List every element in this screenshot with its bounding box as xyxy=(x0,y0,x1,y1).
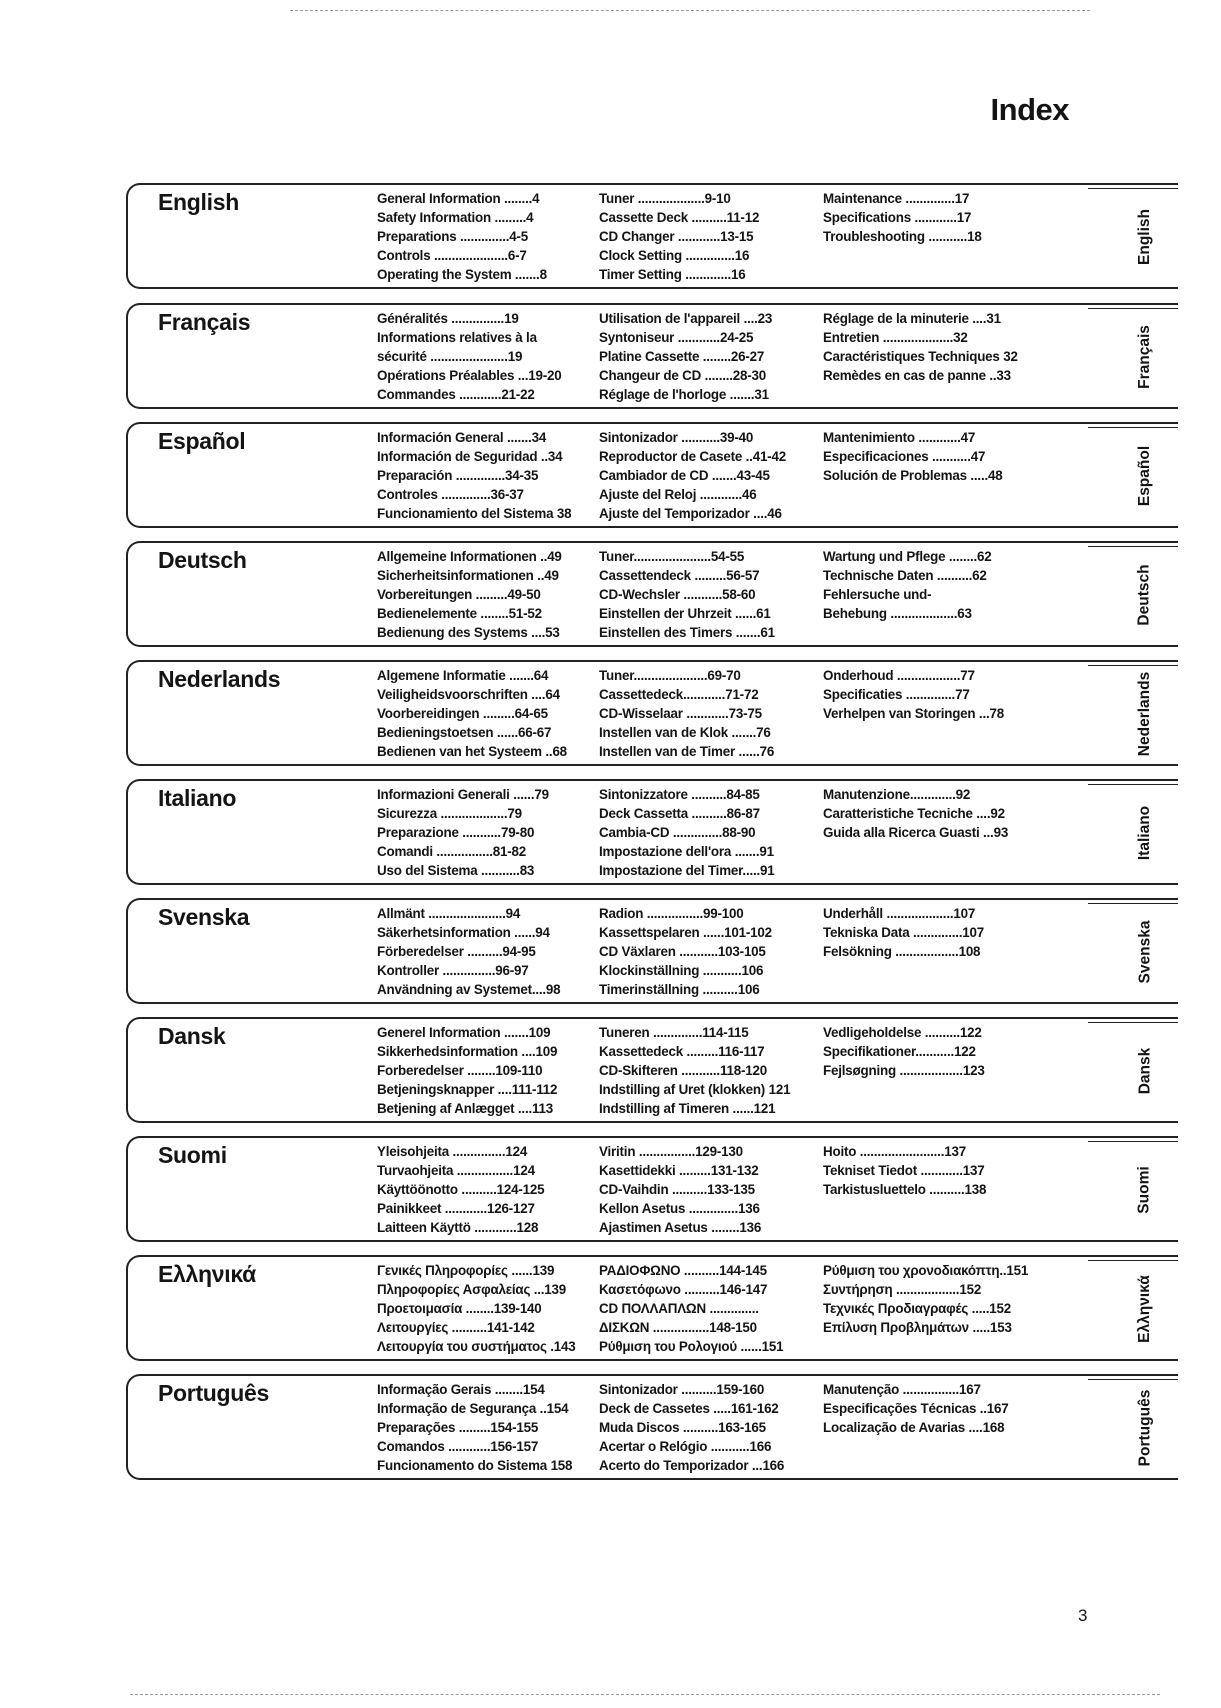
index-entry: Επίλυση Προβλημάτων .....153 xyxy=(823,1320,1012,1335)
index-entry: Manutenzione.............92 xyxy=(823,787,971,802)
entries-column-1 xyxy=(377,428,593,523)
index-entry: Forberedelser ........109-110 xyxy=(377,1063,543,1078)
section-language-heading: Deutsch xyxy=(158,547,247,573)
index-entry: Hoito ........................137 xyxy=(823,1144,966,1159)
index-entry: Τεχνικές Προδιαγραφές .....152 xyxy=(823,1301,1012,1316)
index-entry: Cambia-CD ..............88-90 xyxy=(599,825,756,840)
index-section-espanol xyxy=(126,422,1178,528)
index-entry: Timerinställning ..........106 xyxy=(599,982,760,997)
entries-column-3 xyxy=(823,1380,1043,1437)
index-entry: Timer Setting .............16 xyxy=(599,267,746,282)
index-entry: Réglage de la minuterie ....31 xyxy=(823,311,1001,326)
section-language-heading: Italiano xyxy=(158,785,237,811)
index-entry: CD-Wisselaar ............73-75 xyxy=(599,706,762,721)
index-entry: Troubleshooting ...........18 xyxy=(823,229,982,244)
index-entry: Funcionamento do Sistema 158 xyxy=(377,1458,573,1473)
index-entry: Controls .....................6-7 xyxy=(377,248,527,263)
index-section-francais xyxy=(126,303,1178,409)
index-entry: Cassette Deck ..........11-12 xyxy=(599,210,760,225)
index-entry: Verhelpen van Storingen ...78 xyxy=(823,706,1004,721)
entries-column-2 xyxy=(599,904,815,999)
index-entry: CD Changer ............13-15 xyxy=(599,229,754,244)
index-entry: Bedienen van het Systeem ..68 xyxy=(377,744,567,759)
side-tab-label: Deutsch xyxy=(1136,564,1153,626)
index-section-italiano xyxy=(126,779,1178,885)
entries-column-2 xyxy=(599,1380,815,1475)
section-language-heading: Svenska xyxy=(158,904,250,930)
section-language-heading: Suomi xyxy=(158,1142,227,1168)
entries-column-2 xyxy=(599,1023,815,1118)
index-entry: Généralités ...............19 xyxy=(377,311,519,326)
entries-column-1 xyxy=(377,1380,593,1475)
page-title: Index xyxy=(990,92,1069,127)
index-entry: Remèdes en cas de panne ..33 xyxy=(823,368,1011,383)
index-entry: General Information ........4 xyxy=(377,191,540,206)
index-entry: Acerto do Temporizador ...166 xyxy=(599,1458,785,1473)
index-entry: sécurité ......................19 xyxy=(377,349,523,364)
index-entry: Ρύθμιση του χρονοδιακόπτη..151 xyxy=(823,1263,1029,1278)
index-entry: Käyttöönotto ..........124-125 xyxy=(377,1182,545,1197)
index-entry: Voorbereidingen .........64-65 xyxy=(377,706,548,721)
index-entry: Bedienung des Systems ....53 xyxy=(377,625,560,640)
index-entry: Muda Discos ..........163-165 xyxy=(599,1420,766,1435)
index-entry: Sicherheitsinformationen ..49 xyxy=(377,568,559,583)
index-entry: Veiligheidsvoorschriften ....64 xyxy=(377,687,560,702)
index-entry: Clock Setting ..............16 xyxy=(599,248,750,263)
index-entry: Especificações Técnicas ..167 xyxy=(823,1401,1009,1416)
index-entry: CD-Wechsler ...........58-60 xyxy=(599,587,756,602)
index-entry: Informations relatives à la xyxy=(377,330,537,345)
index-entry: Commandes ............21-22 xyxy=(377,387,535,402)
index-entry: Preparación ..............34-35 xyxy=(377,468,539,483)
side-tab-label: Nederlands xyxy=(1136,671,1154,757)
index-entry: Tekniska Data ..............107 xyxy=(823,925,985,940)
index-entry: CD-Vaihdin ..........133-135 xyxy=(599,1182,755,1197)
index-entry: Wartung und Pflege ........62 xyxy=(823,549,992,564)
entries-column-3 xyxy=(823,666,1043,723)
index-entry: Radion ................99-100 xyxy=(599,906,744,921)
index-entry: Kellon Asetus ..............136 xyxy=(599,1201,760,1216)
side-tab-label: Dansk xyxy=(1136,1047,1153,1095)
index-entry: Syntoniseur ............24-25 xyxy=(599,330,754,345)
side-tab-label: Suomi xyxy=(1136,1166,1153,1214)
side-tab-label: Português xyxy=(1136,1389,1153,1467)
index-entry: Λειτουργίες ..........141-142 xyxy=(377,1320,535,1335)
entries-column-3 xyxy=(823,189,1043,246)
index-entry: Allmänt ......................94 xyxy=(377,906,521,921)
index-entry: Tuneren ..............114-115 xyxy=(599,1025,749,1040)
index-entry: CD-Skifteren ...........118-120 xyxy=(599,1063,767,1078)
index-entry: Tuner ...................9-10 xyxy=(599,191,731,206)
index-entry: Kasettidekki .........131-132 xyxy=(599,1163,759,1178)
scan-edge-top xyxy=(290,10,1090,11)
index-entry: CD ΠΟΛΛΑΠΛΩΝ .............. xyxy=(599,1301,759,1316)
index-section-english xyxy=(126,183,1178,289)
index-entry: Cassettendeck .........56-57 xyxy=(599,568,760,583)
section-language-heading: Português xyxy=(158,1380,270,1406)
index-entry: Mantenimiento ............47 xyxy=(823,430,976,445)
index-section-svenska xyxy=(126,898,1178,1004)
index-entry: Preparações .........154-155 xyxy=(377,1420,539,1435)
index-entry: Behebung ...................63 xyxy=(823,606,972,621)
entries-column-1 xyxy=(377,1023,593,1118)
index-entry: Funcionamiento del Sistema 38 xyxy=(377,506,572,521)
index-entry: Kassettedeck .........116-117 xyxy=(599,1044,765,1059)
index-entry: Προετοιμασία ........139-140 xyxy=(377,1301,542,1316)
index-entry: Specifications ............17 xyxy=(823,210,972,225)
index-section-nederlands xyxy=(126,660,1178,766)
section-language-heading: Français xyxy=(158,309,251,335)
entries-column-2 xyxy=(599,666,815,761)
entries-column-2 xyxy=(599,309,815,404)
entries-column-3 xyxy=(823,1142,1043,1199)
index-entry: Informazioni Generali ......79 xyxy=(377,787,549,802)
index-entry: Especificaciones ...........47 xyxy=(823,449,986,464)
index-entry: Technische Daten ..........62 xyxy=(823,568,987,583)
index-entry: Tuner.....................69-70 xyxy=(599,668,741,683)
index-entry: Información de Seguridad ..34 xyxy=(377,449,563,464)
entries-column-2 xyxy=(599,428,815,523)
index-entry: Indstilling af Timeren ......121 xyxy=(599,1101,776,1116)
index-entry: Informação Gerais ........154 xyxy=(377,1382,545,1397)
index-entry: Yleisohjeita ...............124 xyxy=(377,1144,528,1159)
index-entry: Πληροφορίες Ασφαλείας ...139 xyxy=(377,1282,567,1297)
index-entry: Sikkerhedsinformation ....109 xyxy=(377,1044,558,1059)
side-tab-label: Ελληνικά xyxy=(1136,1275,1154,1343)
entries-column-1 xyxy=(377,189,593,284)
section-language-heading: Ελληνικά xyxy=(158,1261,256,1287)
index-entry: Ajastimen Asetus ........136 xyxy=(599,1220,762,1235)
section-language-heading: English xyxy=(158,189,239,215)
index-entry: Generel Information .......109 xyxy=(377,1025,551,1040)
scan-edge-bottom xyxy=(130,1694,1160,1695)
index-entry: Safety Information .........4 xyxy=(377,210,534,225)
index-entry: Entretien ....................32 xyxy=(823,330,968,345)
index-entry: Γενικές Πληροφορίες ......139 xyxy=(377,1263,555,1278)
index-entry: Förberedelser ..........94-95 xyxy=(377,944,536,959)
index-entry: Solución de Problemas .....48 xyxy=(823,468,1003,483)
index-entry: Platine Cassette ........26-27 xyxy=(599,349,765,364)
index-entry: Reproductor de Casete ..41-42 xyxy=(599,449,786,464)
index-entry: Betjeningsknapper ....111-112 xyxy=(377,1082,558,1097)
index-entry: Réglage de l'horloge .......31 xyxy=(599,387,769,402)
side-tab-label: Svenska xyxy=(1136,920,1154,984)
entries-column-1 xyxy=(377,666,593,761)
entries-column-2 xyxy=(599,1261,815,1356)
entries-column-3 xyxy=(823,1261,1043,1337)
index-entry: Onderhoud ..................77 xyxy=(823,668,975,683)
index-entry: Comandos ............156-157 xyxy=(377,1439,539,1454)
entries-column-2 xyxy=(599,189,815,284)
index-entry: Specifikationer...........122 xyxy=(823,1044,976,1059)
index-entry: Instellen van de Klok .......76 xyxy=(599,725,771,740)
index-entry: Användning av Systemet....98 xyxy=(377,982,561,997)
index-entry: Painikkeet ............126-127 xyxy=(377,1201,535,1216)
section-language-heading: Nederlands xyxy=(158,666,281,692)
index-entry: Acertar o Relógio ...........166 xyxy=(599,1439,772,1454)
index-entry: Underhåll ...................107 xyxy=(823,906,976,921)
index-entry: Bedieningstoetsen ......66-67 xyxy=(377,725,552,740)
index-section-deutsch xyxy=(126,541,1178,647)
index-entry: Preparazione ...........79-80 xyxy=(377,825,535,840)
section-language-heading: Español xyxy=(158,428,246,454)
index-entry: Bedienelemente ........51-52 xyxy=(377,606,542,621)
index-entry: Vorbereitungen .........49-50 xyxy=(377,587,541,602)
index-entry: Λειτουργία του συστήματος .143 xyxy=(377,1339,576,1354)
entries-column-3 xyxy=(823,309,1043,385)
index-entry: Uso del Sistema ...........83 xyxy=(377,863,535,878)
index-entry: Utilisation de l'appareil ....23 xyxy=(599,311,773,326)
index-entry: Tarkistusluettelo ..........138 xyxy=(823,1182,987,1197)
index-entry: Guida alla Ricerca Guasti ...93 xyxy=(823,825,1009,840)
index-entry: Cassettedeck............71-72 xyxy=(599,687,759,702)
entries-column-1 xyxy=(377,785,593,880)
index-entry: Laitteen Käyttö ............128 xyxy=(377,1220,539,1235)
index-entry: Impostazione dell'ora .......91 xyxy=(599,844,774,859)
index-entry: Caractéristiques Techniques 32 xyxy=(823,349,1018,364)
side-tab-label: Italiano xyxy=(1136,805,1154,861)
index-section-suomi xyxy=(126,1136,1178,1242)
index-entry: Deck Cassetta ..........86-87 xyxy=(599,806,760,821)
index-entry: CD Växlaren ...........103-105 xyxy=(599,944,766,959)
index-entry: Localização de Avarias ....168 xyxy=(823,1420,1005,1435)
index-entry: Allgemeine Informationen ..49 xyxy=(377,549,562,564)
entries-column-2 xyxy=(599,547,815,642)
index-entry: Opérations Préalables ...19-20 xyxy=(377,368,562,383)
index-entry: Ajuste del Temporizador ....46 xyxy=(599,506,782,521)
index-entry: Changeur de CD ........28-30 xyxy=(599,368,767,383)
index-entry: Fejlsøgning ..................123 xyxy=(823,1063,985,1078)
index-entry: Cambiador de CD .......43-45 xyxy=(599,468,770,483)
index-entry: Sintonizzatore ..........84-85 xyxy=(599,787,760,802)
index-entry: Manutenção ................167 xyxy=(823,1382,981,1397)
index-entry: Algemene Informatie .......64 xyxy=(377,668,549,683)
index-entry: Turvaohjeita ................124 xyxy=(377,1163,535,1178)
section-language-heading: Dansk xyxy=(158,1023,226,1049)
index-entry: Viritin ................129-130 xyxy=(599,1144,743,1159)
page-number: 3 xyxy=(1078,1606,1088,1625)
index-entry: Ajuste del Reloj ............46 xyxy=(599,487,757,502)
index-entry: Controles ..............36-37 xyxy=(377,487,524,502)
entries-column-1 xyxy=(377,1142,593,1237)
entries-column-3 xyxy=(823,428,1043,485)
index-entry: Kontroller ...............96-97 xyxy=(377,963,529,978)
entries-column-3 xyxy=(823,1023,1043,1080)
entries-column-1 xyxy=(377,1261,593,1356)
entries-column-2 xyxy=(599,785,815,880)
index-entry: Informação de Segurança ..154 xyxy=(377,1401,569,1416)
index-entry: Einstellen der Uhrzeit ......61 xyxy=(599,606,771,621)
index-entry: Caratteristiche Tecniche ....92 xyxy=(823,806,1005,821)
index-entry: Impostazione del Timer.....91 xyxy=(599,863,775,878)
index-entry: Kassettspelaren ......101-102 xyxy=(599,925,772,940)
index-entry: Κασετόφωνο ..........146-147 xyxy=(599,1282,768,1297)
index-entry: Einstellen des Timers .......61 xyxy=(599,625,775,640)
index-entry: ΡΑΔΙΟΦΩΝΟ ..........144-145 xyxy=(599,1263,767,1278)
index-entry: Συντήρηση ..................152 xyxy=(823,1282,982,1297)
entries-column-2 xyxy=(599,1142,815,1237)
index-entry: Maintenance ..............17 xyxy=(823,191,970,206)
index-entry: Indstilling af Uret (klokken) 121 xyxy=(599,1082,791,1097)
entries-column-3 xyxy=(823,785,1043,842)
index-entry: Sintonizador ...........39-40 xyxy=(599,430,754,445)
index-entry: Klockinställning ...........106 xyxy=(599,963,764,978)
index-entry: Specificaties ..............77 xyxy=(823,687,970,702)
index-entry: Comandi ................81-82 xyxy=(377,844,526,859)
index-entry: Säkerhetsinformation ......94 xyxy=(377,925,550,940)
index-entry: ΔΙΣΚΩΝ ................148-150 xyxy=(599,1320,757,1335)
index-entry: Sintonizador ..........159-160 xyxy=(599,1382,765,1397)
index-section-portugues xyxy=(126,1374,1178,1480)
index-entry: Tuner......................54-55 xyxy=(599,549,745,564)
index-section-greek xyxy=(126,1255,1178,1361)
side-tab-label: Español xyxy=(1136,445,1154,507)
index-entry: Betjening af Anlægget ....113 xyxy=(377,1101,553,1116)
entries-column-1 xyxy=(377,547,593,642)
index-entry: Ρύθμιση του Ρολογιού ......151 xyxy=(599,1339,784,1354)
index-entry: Información General .......34 xyxy=(377,430,547,445)
index-entry: Instellen van de Timer ......76 xyxy=(599,744,775,759)
index-entry: Felsökning ..................108 xyxy=(823,944,981,959)
entries-column-1 xyxy=(377,904,593,999)
index-entry: Fehlersuche und- xyxy=(823,587,932,602)
index-entry: Vedligeholdelse ..........122 xyxy=(823,1025,982,1040)
index-entry: Operating the System .......8 xyxy=(377,267,547,282)
index-section-dansk xyxy=(126,1017,1178,1123)
index-entry: Deck de Cassetes .....161-162 xyxy=(599,1401,779,1416)
index-entry: Preparations ..............4-5 xyxy=(377,229,529,244)
index-entry: Tekniset Tiedot ............137 xyxy=(823,1163,985,1178)
side-tab-label: English xyxy=(1136,209,1154,265)
entries-column-1 xyxy=(377,309,593,404)
index-entry: Sicurezza ...................79 xyxy=(377,806,522,821)
side-tab-label: Français xyxy=(1136,325,1154,389)
entries-column-3 xyxy=(823,547,1043,623)
entries-column-3 xyxy=(823,904,1043,961)
